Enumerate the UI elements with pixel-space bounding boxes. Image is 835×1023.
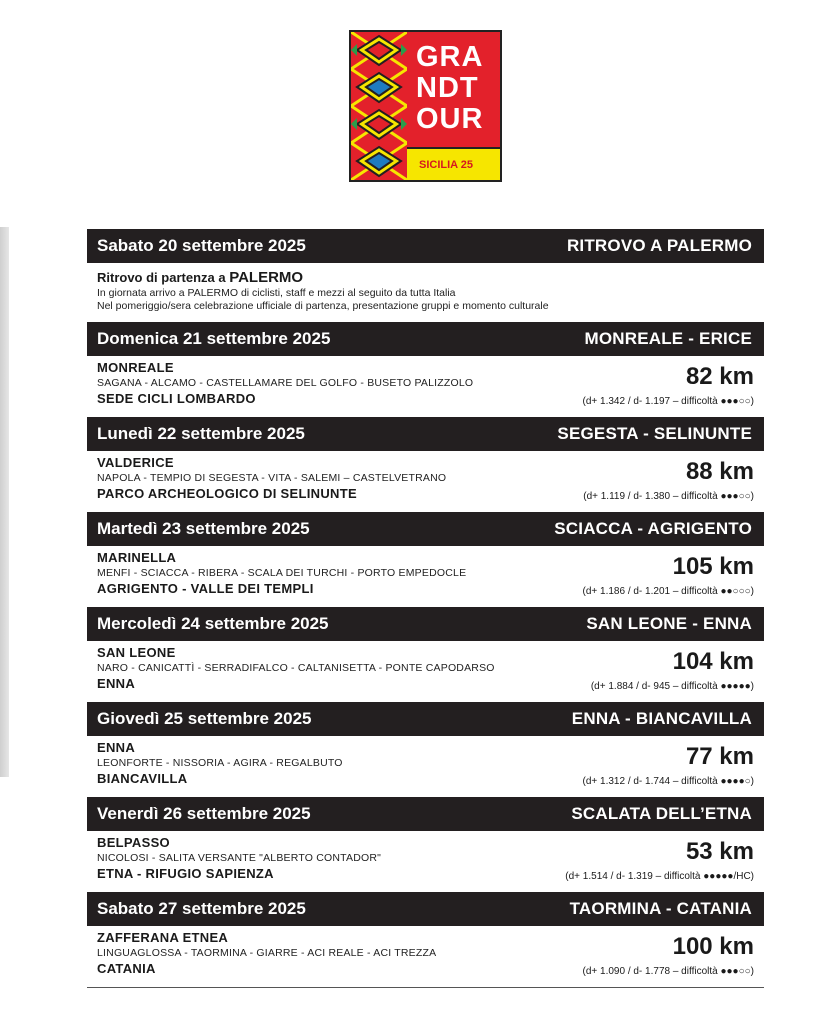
stage-start: BELPASSO xyxy=(97,835,170,850)
stage-via: MENFI - SCIACCA - RIBERA - SCALA DEI TURCHI - PORTO EMPEDOCLE xyxy=(97,567,467,579)
stage-via: NAPOLA - TEMPIO DI SEGESTA - VITA - SALEMI – CASTELVETRANO xyxy=(97,472,447,484)
stage-end: AGRIGENTO - VALLE DEI TEMPLI xyxy=(97,581,314,596)
day-route: ENNA - BIANCAVILLA xyxy=(571,709,752,728)
stage-start: MONREALE xyxy=(97,360,174,375)
stage-details xyxy=(87,736,764,797)
stage-distance: 100 km xyxy=(672,933,754,960)
stage-details xyxy=(87,641,764,702)
stage-itinerary xyxy=(97,360,473,407)
stage-distance: 82 km xyxy=(685,363,754,390)
day-route: SCIACCA - AGRIGENTO xyxy=(554,519,752,538)
stage-end: SEDE CICLI LOMBARDO xyxy=(97,391,256,406)
stage-via: LINGUAGLOSSA - TAORMINA - GIARRE - ACI REALE - ACI TREZZA xyxy=(97,947,437,959)
stage-start: MARINELLA xyxy=(97,550,177,565)
stage-details xyxy=(87,546,764,607)
intro-line-1: In giornata arrivo a PALERMO di ciclisti, staff e mezzi al seguito da tutta Italia xyxy=(97,287,456,299)
stage-metrics xyxy=(591,645,754,695)
stage-end: ETNA - RIFUGIO SAPIENZA xyxy=(97,866,274,881)
stage-metrics xyxy=(583,455,754,505)
stage-details xyxy=(87,356,764,417)
logo-line-3: OUR xyxy=(416,103,484,135)
day-date: Sabato 20 settembre 2025 xyxy=(97,236,306,255)
stage-elevation-difficulty: (d+ 1.342 / d- 1.197 – difficoltà ●●●○○) xyxy=(582,396,754,407)
intro-line-2: Nel pomeriggio/sera celebrazione ufficiale di partenza, presentazione gruppi e momento culturale xyxy=(97,300,549,312)
day-route: RITROVO A PALERMO xyxy=(566,236,752,255)
logo-line-2: NDT xyxy=(416,72,479,104)
day-date: Sabato 27 settembre 2025 xyxy=(97,899,306,918)
stage-end: ENNA xyxy=(97,676,136,691)
stage-itinerary xyxy=(97,550,466,597)
stage-elevation-difficulty: (d+ 1.514 / d- 1.319 – difficoltà ●●●●●/HC) xyxy=(565,871,754,882)
stage-metrics xyxy=(583,740,755,790)
tour-schedule xyxy=(87,229,764,988)
intro-title xyxy=(97,268,754,287)
day-header xyxy=(87,892,764,926)
stage-metrics xyxy=(583,550,755,600)
grand-tour-logo xyxy=(349,30,502,182)
day-date: Giovedì 25 settembre 2025 xyxy=(97,709,312,728)
day-header-intro xyxy=(87,229,764,263)
stage-metrics xyxy=(583,930,755,980)
logo-title xyxy=(407,32,500,147)
stage-via: SAGANA - ALCAMO - CASTELLAMARE DEL GOLFO - BUSETO PALIZZOLO xyxy=(97,377,474,389)
stage-distance: 77 km xyxy=(685,743,754,770)
stage-metrics xyxy=(583,360,755,410)
day-route: SEGESTA - SELINUNTE xyxy=(557,424,752,443)
stage-itinerary xyxy=(97,740,343,787)
logo-line-1: GRA xyxy=(416,41,484,73)
scroll-edge-strip xyxy=(0,227,9,777)
stage-via: NICOLOSI - SALITA VERSANTE "ALBERTO CONTADOR" xyxy=(97,852,382,864)
day-date: Venerdì 26 settembre 2025 xyxy=(97,804,311,823)
logo-subtitle: SICILIA 25 xyxy=(407,147,500,180)
bottom-divider xyxy=(87,987,764,988)
stage-end: BIANCAVILLA xyxy=(97,771,188,786)
stage-start: SAN LEONE xyxy=(97,645,176,660)
stage-via: LEONFORTE - NISSORIA - AGIRA - REGALBUTO xyxy=(97,757,343,769)
day-header xyxy=(87,322,764,356)
stage-itinerary xyxy=(97,835,381,882)
stage-start: VALDERICE xyxy=(97,455,174,470)
day-route: TAORMINA - CATANIA xyxy=(569,899,752,918)
day-header xyxy=(87,702,764,736)
stage-elevation-difficulty: (d+ 1.186 / d- 1.201 – difficoltà ●●○○○) xyxy=(582,586,754,597)
stage-itinerary xyxy=(97,455,446,502)
stage-itinerary xyxy=(97,930,436,977)
day-route: SCALATA DELL’ETNA xyxy=(571,804,752,823)
day-route: MONREALE - ERICE xyxy=(584,329,752,348)
stage-distance: 104 km xyxy=(672,648,754,675)
intro-title-prefix: Ritrovo di partenza a xyxy=(97,270,226,285)
stage-details xyxy=(87,831,764,892)
sicilian-pattern-icon xyxy=(351,32,407,180)
stage-distance: 105 km xyxy=(672,553,754,580)
stage-start: ENNA xyxy=(97,740,136,755)
stage-elevation-difficulty: (d+ 1.090 / d- 1.778 – difficoltà ●●●○○) xyxy=(582,966,754,977)
intro-body xyxy=(87,263,764,322)
day-header xyxy=(87,607,764,641)
stage-elevation-difficulty: (d+ 1.312 / d- 1.744 – difficoltà ●●●●○) xyxy=(582,776,754,787)
stage-distance: 88 km xyxy=(685,458,754,485)
day-header xyxy=(87,797,764,831)
stage-end: PARCO ARCHEOLOGICO DI SELINUNTE xyxy=(97,486,357,501)
stage-details xyxy=(87,451,764,512)
stage-elevation-difficulty: (d+ 1.119 / d- 1.380 – difficoltà ●●●○○) xyxy=(583,491,754,502)
day-header xyxy=(87,417,764,451)
day-date: Domenica 21 settembre 2025 xyxy=(97,329,331,348)
day-date: Lunedì 22 settembre 2025 xyxy=(97,424,305,443)
stage-start: ZAFFERANA ETNEA xyxy=(97,930,229,945)
day-date: Mercoledì 24 settembre 2025 xyxy=(97,614,329,633)
stage-distance: 53 km xyxy=(685,838,754,865)
day-route: SAN LEONE - ENNA xyxy=(586,614,752,633)
stage-details xyxy=(87,926,764,987)
day-date: Martedì 23 settembre 2025 xyxy=(97,519,310,538)
intro-title-city: PALERMO xyxy=(229,269,304,286)
stage-metrics xyxy=(565,835,754,885)
stage-itinerary xyxy=(97,645,495,692)
day-header xyxy=(87,512,764,546)
stage-elevation-difficulty: (d+ 1.884 / d- 945 – difficoltà ●●●●●) xyxy=(590,681,754,692)
logo-text-block xyxy=(407,32,500,180)
stage-via: NARO - CANICATTÌ - SERRADIFALCO - CALTANISETTA - PONTE CAPODARSO xyxy=(97,662,495,674)
stage-end: CATANIA xyxy=(97,961,156,976)
